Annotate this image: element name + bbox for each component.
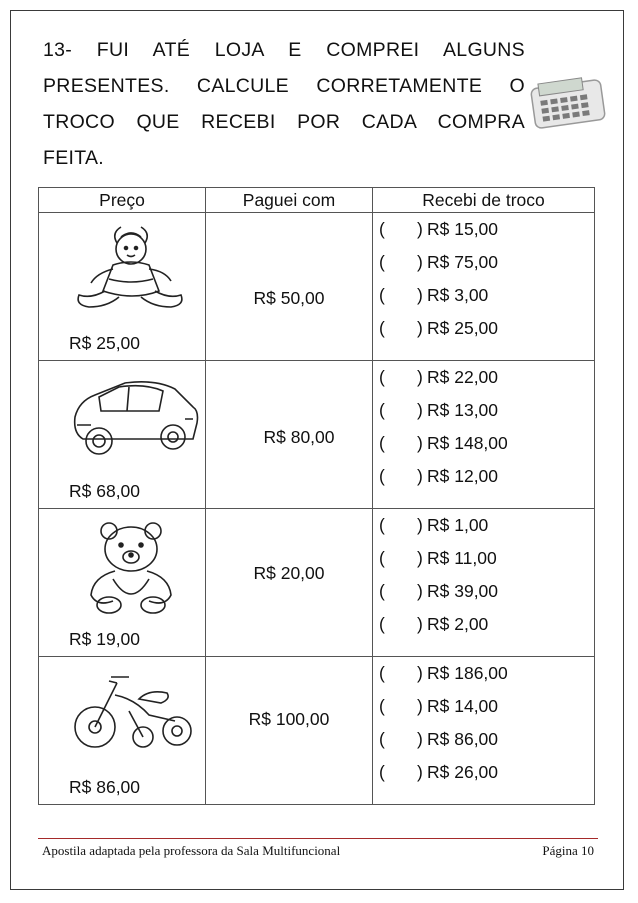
checkbox-close: )	[417, 367, 423, 387]
paid-value: R$ 50,00	[253, 288, 325, 308]
header-change: Recebi de troco	[373, 188, 595, 213]
item-price: R$ 68,00	[69, 481, 141, 501]
checkbox-open: (	[379, 400, 385, 420]
question-line-3: TROCO QUE RECEBI POR CADA COMPRA	[43, 111, 525, 133]
change-option[interactable]	[373, 756, 594, 789]
option-value: R$ 148,00	[427, 433, 508, 453]
checkbox-open: (	[379, 433, 385, 453]
table-row	[39, 213, 595, 361]
change-option[interactable]	[373, 213, 594, 246]
item-cell-teddy-bear	[39, 509, 206, 657]
change-option[interactable]	[373, 361, 594, 394]
table-row	[39, 509, 595, 657]
option-value: R$ 22,00	[427, 367, 499, 387]
option-value: R$ 11,00	[427, 548, 497, 568]
change-option[interactable]	[373, 509, 594, 542]
header-price: Preço	[39, 188, 206, 213]
checkbox-close: )	[417, 581, 423, 601]
change-option[interactable]	[373, 312, 594, 345]
item-price: R$ 86,00	[69, 777, 141, 797]
question-line-4: FEITA.	[43, 147, 105, 169]
paid-cell	[206, 361, 373, 509]
change-option[interactable]	[373, 279, 594, 312]
table-row	[39, 361, 595, 509]
checkbox-close: )	[417, 548, 423, 568]
question-line-1: 13- FUI ATÉ LOJA E COMPREI ALGUNS	[43, 39, 525, 61]
checkbox-close: )	[417, 614, 423, 634]
checkbox-open: (	[379, 581, 385, 601]
checkbox-open: (	[379, 614, 385, 634]
option-value: R$ 12,00	[427, 466, 499, 486]
question-text	[43, 38, 525, 182]
checkbox-close: )	[417, 318, 423, 338]
option-value: R$ 39,00	[427, 581, 499, 601]
checkbox-open: (	[379, 318, 385, 338]
checkbox-open: (	[379, 729, 385, 749]
option-value: R$ 15,00	[427, 219, 499, 239]
teddy-bear-icon	[69, 517, 199, 617]
change-option[interactable]	[373, 427, 594, 460]
checkbox-open: (	[379, 515, 385, 535]
change-option[interactable]	[373, 394, 594, 427]
checkbox-close: )	[417, 663, 423, 683]
change-option[interactable]	[373, 608, 594, 641]
checkbox-open: (	[379, 696, 385, 716]
change-options	[373, 657, 595, 805]
checkbox-close: )	[417, 466, 423, 486]
change-option[interactable]	[373, 246, 594, 279]
footer-credit: Apostila adaptada pela professora da Sala Multifuncional	[42, 843, 341, 858]
paid-cell	[206, 213, 373, 361]
checkbox-close: )	[417, 219, 423, 239]
question-line-2: PRESENTES. CALCULE CORRETAMENTE O	[43, 75, 525, 97]
paid-value: R$ 80,00	[263, 427, 335, 447]
checkbox-open: (	[379, 548, 385, 568]
option-value: R$ 2,00	[427, 614, 489, 634]
checkbox-close: )	[417, 400, 423, 420]
change-options	[373, 361, 595, 509]
checkbox-open: (	[379, 252, 385, 272]
item-cell-tricycle	[39, 657, 206, 805]
item-cell-car	[39, 361, 206, 509]
worksheet-table	[38, 187, 595, 805]
change-options	[373, 509, 595, 657]
paid-cell	[206, 509, 373, 657]
option-value: R$ 3,00	[427, 285, 489, 305]
checkbox-close: )	[417, 515, 423, 535]
checkbox-open: (	[379, 367, 385, 387]
change-option[interactable]	[373, 690, 594, 723]
item-cell-doll	[39, 213, 206, 361]
checkbox-close: )	[417, 252, 423, 272]
option-value: R$ 26,00	[427, 762, 499, 782]
option-value: R$ 186,00	[427, 663, 508, 683]
tricycle-icon	[69, 665, 199, 765]
table-row	[39, 657, 595, 805]
option-value: R$ 25,00	[427, 318, 499, 338]
change-option[interactable]	[373, 723, 594, 756]
doll-icon	[69, 221, 199, 321]
item-price: R$ 25,00	[69, 333, 141, 353]
option-value: R$ 13,00	[427, 400, 499, 420]
paid-value: R$ 100,00	[248, 709, 330, 729]
change-option[interactable]	[373, 657, 594, 690]
checkbox-open: (	[379, 762, 385, 782]
checkbox-open: (	[379, 466, 385, 486]
header-paid: Paguei com	[206, 188, 373, 213]
checkbox-close: )	[417, 762, 423, 782]
checkbox-close: )	[417, 729, 423, 749]
calculator-icon	[529, 70, 607, 130]
change-options	[373, 213, 595, 361]
page-number: Página 10	[542, 843, 594, 858]
paid-value: R$ 20,00	[253, 563, 325, 583]
car-icon	[69, 369, 199, 469]
option-value: R$ 1,00	[427, 515, 489, 535]
option-value: R$ 75,00	[427, 252, 499, 272]
checkbox-close: )	[417, 696, 423, 716]
item-price: R$ 19,00	[69, 629, 141, 649]
checkbox-open: (	[379, 219, 385, 239]
checkbox-open: (	[379, 285, 385, 305]
change-option[interactable]	[373, 575, 594, 608]
checkbox-close: )	[417, 285, 423, 305]
change-option[interactable]	[373, 460, 594, 493]
change-option[interactable]	[373, 542, 594, 575]
table-header-row	[39, 188, 595, 213]
paid-cell	[206, 657, 373, 805]
option-value: R$ 86,00	[427, 729, 499, 749]
page-footer	[38, 838, 598, 861]
option-value: R$ 14,00	[427, 696, 499, 716]
checkbox-close: )	[417, 433, 423, 453]
checkbox-open: (	[379, 663, 385, 683]
